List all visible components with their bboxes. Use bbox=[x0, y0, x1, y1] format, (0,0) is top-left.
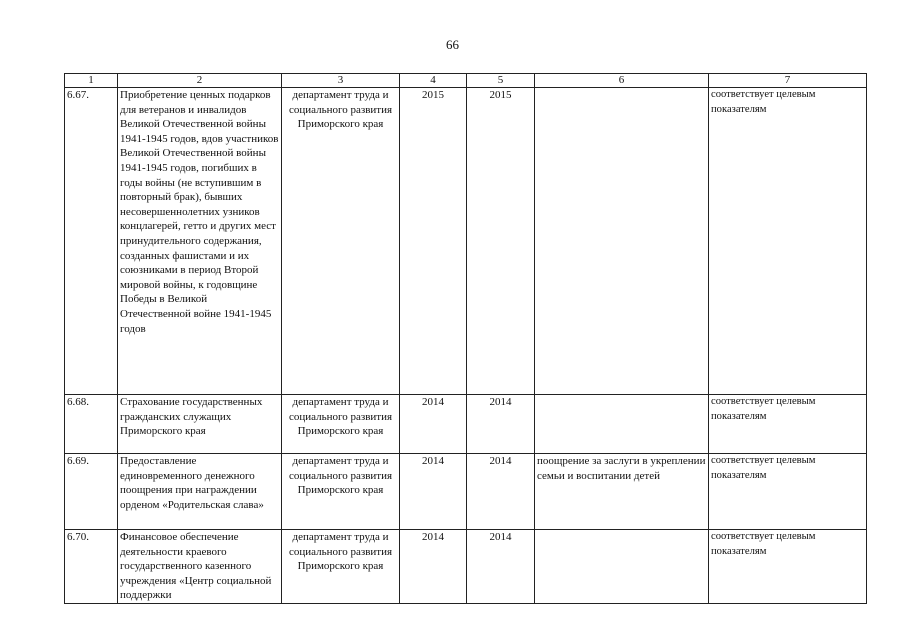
page-number: 66 bbox=[446, 37, 459, 52]
row-start-year: 2014 bbox=[400, 454, 467, 530]
table-row bbox=[65, 88, 867, 395]
row-start-year: 2015 bbox=[400, 88, 467, 395]
row-description: Приобретение ценных подарков для ветеранов и инвалидов Великой Отечественной войны 1941-1945 годов, вдов участников Великой Отечественной войны 1941-1945 годов, погибших в годы войны (не вступившим в повторный брак), бывших несовершеннолетних узников концлагерей, гетто и других мест принудительного содержания, созданных фашистами и их союзниками в период Второй мировой войны, к годовщине Победы в Великой Отечественной войне 1941-1945 годов bbox=[118, 88, 282, 395]
table-row bbox=[65, 395, 867, 454]
row-compliance: соответствует целевым показателям bbox=[709, 530, 867, 604]
row-expected-result bbox=[535, 88, 709, 395]
row-executor: департамент труда и социального развития Приморского края bbox=[282, 454, 400, 530]
row-description: Предоставление единовременного денежного поощрения при награждении орденом «Родительская слава» bbox=[118, 454, 282, 530]
column-header-4: 4 bbox=[400, 74, 467, 88]
row-end-year: 2014 bbox=[467, 395, 535, 454]
row-description: Страхование государственных гражданских служащих Приморского края bbox=[118, 395, 282, 454]
column-header-3: 3 bbox=[282, 74, 400, 88]
column-header-5: 5 bbox=[467, 74, 535, 88]
column-header-6: 6 bbox=[535, 74, 709, 88]
row-start-year: 2014 bbox=[400, 395, 467, 454]
column-header-7: 7 bbox=[709, 74, 867, 88]
row-number: 6.70. bbox=[65, 530, 118, 604]
row-end-year: 2014 bbox=[467, 530, 535, 604]
row-compliance: соответствует целевым показателям bbox=[709, 395, 867, 454]
row-description: Финансовое обеспечение деятельности краевого государственного казенного учреждения «Центр социальной поддержки bbox=[118, 530, 282, 604]
table-row bbox=[65, 530, 867, 604]
row-compliance: соответствует целевым показателям bbox=[709, 454, 867, 530]
column-number-row bbox=[65, 74, 867, 88]
row-executor: департамент труда и социального развития Приморского края bbox=[282, 88, 400, 395]
row-end-year: 2014 bbox=[467, 454, 535, 530]
row-expected-result bbox=[535, 395, 709, 454]
row-number: 6.69. bbox=[65, 454, 118, 530]
row-expected-result bbox=[535, 530, 709, 604]
programme-table bbox=[64, 73, 867, 604]
row-compliance: соответствует целевым показателям bbox=[709, 88, 867, 395]
row-start-year: 2014 bbox=[400, 530, 467, 604]
row-executor: департамент труда и социального развития Приморского края bbox=[282, 530, 400, 604]
column-header-2: 2 bbox=[118, 74, 282, 88]
table-row bbox=[65, 454, 867, 530]
column-header-1: 1 bbox=[65, 74, 118, 88]
row-end-year: 2015 bbox=[467, 88, 535, 395]
row-executor: департамент труда и социального развития Приморского края bbox=[282, 395, 400, 454]
row-number: 6.67. bbox=[65, 88, 118, 395]
row-number: 6.68. bbox=[65, 395, 118, 454]
row-expected-result: поощрение за заслуги в укреплении семьи и воспитании детей bbox=[535, 454, 709, 530]
